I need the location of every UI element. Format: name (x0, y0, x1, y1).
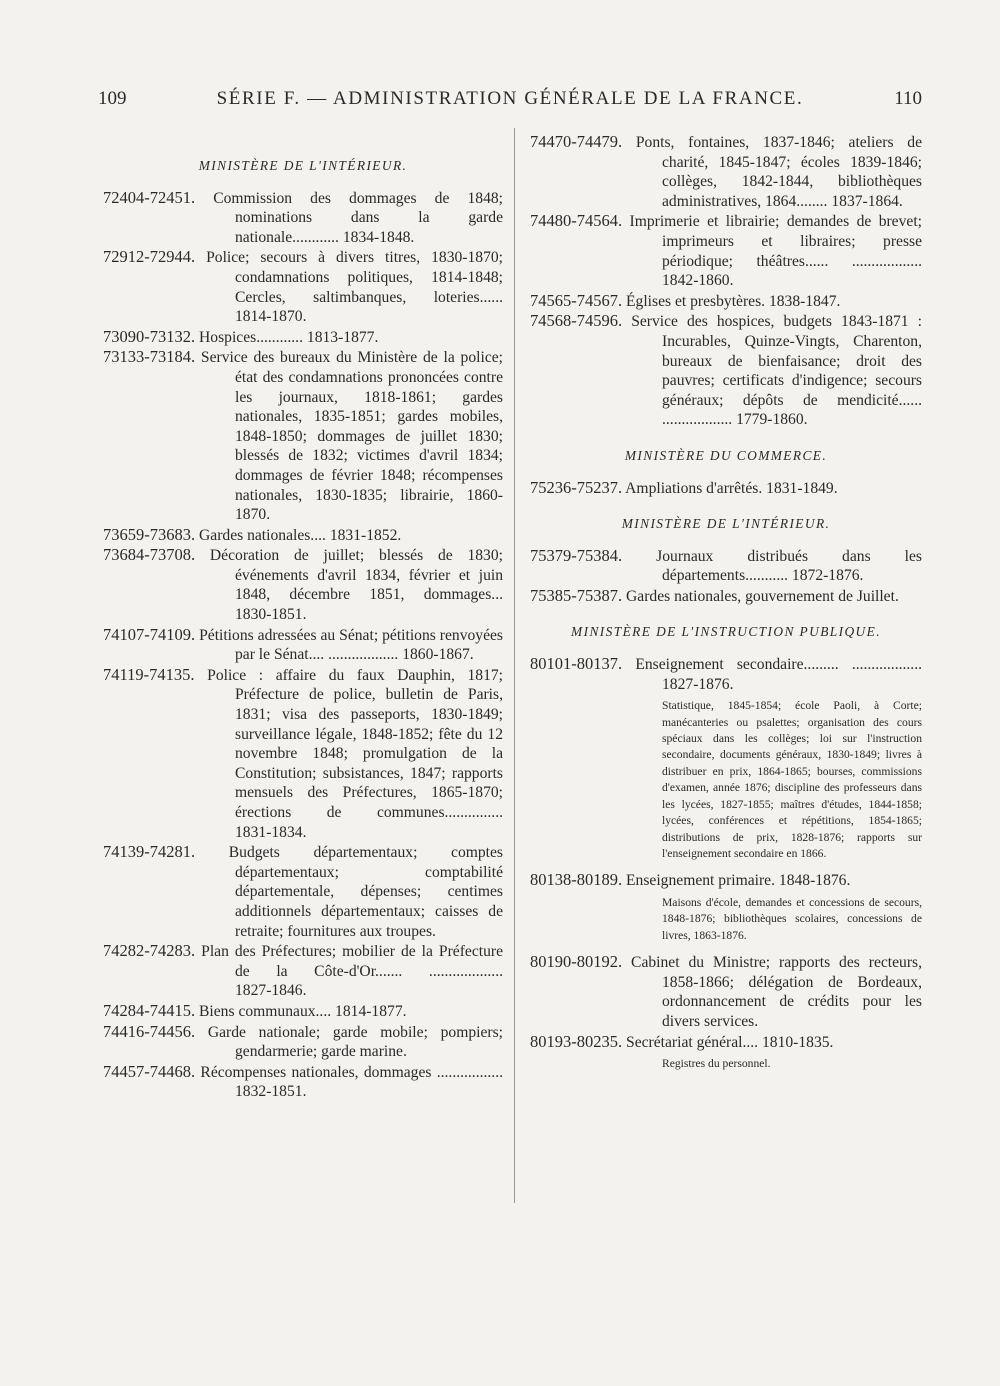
entry-text: Commission des dommages de 1848; nominations dans la garde nationale............ (213, 189, 503, 246)
entry-text: Décoration de juillet; blessés de 1830; événements d'avril 1834, février et juin 1848, décembre 1851, dommages... (209, 547, 503, 604)
entry-text: Journaux distribués dans les départements........... (656, 547, 922, 585)
entry-text: Enseignement primaire. (626, 872, 775, 890)
entry-dates: 1827-1876. (662, 675, 734, 693)
right-entry-list-instruction (530, 654, 922, 1072)
archive-entry (103, 545, 503, 624)
entry-dates: 1860-1867. (402, 646, 474, 664)
entry-number: 74568-74596. (530, 311, 623, 331)
entry-number: 74282-74283. (103, 941, 196, 961)
entry-note: Registres du personnel. (662, 1057, 771, 1071)
entry-number: 75236-75237. (530, 477, 623, 497)
archive-entry (530, 1032, 922, 1053)
archive-entry (530, 546, 922, 586)
entry-number: 74416-74456. (103, 1021, 196, 1041)
entry-text: Service des hospices, budgets 1843-1871 : Incurables, Quinze-Vingts, Charenton, bureaux de bienfaisance; droit des pauvres; certificats d'indigence; secours généraux; dépôts de mendicité...... .................. (631, 313, 922, 429)
page-number-left: 109 (98, 88, 127, 109)
entry-text: Biens communaux.... (199, 1002, 332, 1020)
entry-text: Plan des Préfectures; mobilier de la Préfecture de la Côte-d'Or....... ................... (201, 943, 503, 980)
entry-number: 74457-74468. (103, 1061, 196, 1081)
page-header (98, 88, 922, 118)
right-column (530, 132, 922, 1081)
entry-text: Cabinet du Ministre; rapports des recteurs, 1858-1866; délégation de Bordeaux, ordonnancement de crédits pour les divers services. (631, 954, 922, 1030)
archive-entry (103, 1022, 503, 1062)
archive-entry (530, 132, 922, 211)
entry-number: 74119-74135. (103, 664, 195, 684)
archive-entry (530, 654, 922, 694)
right-entry-list-commerce (530, 478, 922, 499)
entry-number: 73090-73132. (103, 326, 196, 346)
entry-number: 74480-74564. (530, 211, 623, 231)
section-heading-instruction: MINISTÈRE DE L'INSTRUCTION PUBLIQUE. (571, 624, 881, 640)
archive-entry (103, 347, 503, 524)
entry-text: Garde nationale; garde mobile; pompiers; gendarmerie; garde marine. (207, 1023, 503, 1061)
entry-text: Imprimerie et librairie; demandes de brevet; imprimeurs et libraires; presse périodique; théâtres...... .................. (629, 213, 922, 270)
entry-number: 74565-74567. (530, 290, 623, 310)
entry-text: Police; secours à divers titres, 1830-1870; condamnations politiques, 1814-1848; Cercles, saltimbanques, loteries...... (206, 249, 503, 306)
entry-text: Récompenses nationales, dommages ................. (200, 1063, 503, 1081)
archive-entry (103, 665, 503, 842)
left-entry-list (103, 188, 503, 1102)
column-divider (514, 128, 515, 1203)
entry-dates: 1872-1876. (791, 567, 864, 585)
entry-dates: 1831-1852. (329, 526, 402, 544)
entry-number: 74139-74281. (103, 842, 196, 862)
page-number-right: 110 (894, 88, 922, 109)
archive-entry (103, 1062, 503, 1102)
entry-dates: 1827-1846. (235, 982, 307, 1000)
entry-dates: 1814-1870. (235, 308, 307, 326)
entry-number: 75379-75384. (530, 545, 623, 565)
right-entry-list-interieur (530, 546, 922, 607)
entry-number: 73659-73683. (103, 524, 196, 544)
entry-dates: 1814-1877. (335, 1002, 407, 1020)
entry-number: 75385-75387. (530, 585, 623, 605)
entry-note: Statistique, 1845-1854; école Paoli, à Corte; manécanteries ou psalettes; organisation des cours spéciaux dans les collèges; loi sur l'instruction secondaire, documents généraux, 1830-1849; livres à distribuer en prix, 1864-1865; bourses, commissions d'examen, année 1876; discipline des professeurs dans les lycées, 1827-1855; maîtres d'études, 1844-1858; lycées, conférences et répétitions, 1854-1865; distributions de prix, 1828-1876; rapports sur l'enseignement secondaire en 1866. (662, 699, 922, 860)
entry-dates: 1834-1848. (342, 228, 415, 246)
section-heading-interieur-2: MINISTÈRE DE L'INTÉRIEUR. (621, 516, 831, 532)
entry-text: Gardes nationales.... (199, 526, 326, 544)
entry-dates: 1842-1860. (662, 272, 734, 290)
entry-number: 72404-72451. (103, 187, 196, 207)
entry-dates: 1810-1835. (761, 1033, 834, 1051)
archive-entry (530, 291, 922, 312)
archive-entry (103, 327, 503, 348)
entry-number: 72912-72944. (103, 247, 196, 267)
entry-number: 74284-74415. (103, 1000, 196, 1020)
archive-entry (103, 625, 503, 665)
entry-dates: 1779-1860. (736, 411, 808, 429)
entry-dates: 1831-1849. (766, 479, 838, 497)
entry-dates: 1831-1834. (235, 823, 307, 841)
archive-entry (530, 478, 922, 499)
entry-dates: 1830-1851. (235, 606, 307, 624)
entry-dates: 1832-1851. (235, 1083, 307, 1101)
entry-number: 80138-80189. (530, 870, 623, 890)
archive-entry (103, 247, 503, 326)
entry-text: Service des bureaux du Ministère de la police; état des condamnations prononcées contre les journaux, 1818-1861; gardes nationales, 1835-1851; gardes mobiles, 1848-1850; dommages de juillet 1830; blessés de 1832; victimes d'avril 1834; dommages de février 1848; récompenses nationales, 1830-1835; librairie, 1860-1870. (200, 349, 503, 524)
entry-text: Police : affaire du faux Dauphin, 1817; Préfecture de police, bulletin de Paris, 1831; visa des passeports, 1830-1849; surveillance légale, 1848-1852; fête du 12 novembre 1848; promulgation de la Constitution; subsistances, 1847; rapports mensuels des Préfectures, 1865-1870; érections de communes............... (207, 666, 503, 821)
entry-dates: 1813-1877. (306, 328, 379, 346)
archive-entry (103, 525, 503, 546)
entry-text: Pétitions adressées au Sénat; pétitions renvoyées par le Sénat.... .................. (199, 626, 503, 664)
entry-text: Enseignement secondaire......... .................. (635, 656, 922, 674)
entry-text: Ponts, fontaines, 1837-1846; ateliers de charité, 1845-1847; écoles 1839-1846; collèges, 1842-1844, bibliothèques administratives, 1864........ (635, 134, 923, 210)
archive-entry (103, 842, 503, 941)
archive-entry (530, 870, 922, 891)
entry-text: Hospices............ (199, 328, 303, 346)
archive-entry (530, 586, 922, 607)
archive-entry (530, 311, 922, 430)
entry-text: Ampliations d'arrêtés. (625, 479, 763, 497)
entry-number: 74107-74109. (103, 624, 196, 644)
entry-dates: 1838-1847. (768, 292, 841, 310)
entry-text: Églises et presbytères. (626, 292, 766, 310)
entry-text: Secrétariat général.... (626, 1033, 759, 1051)
entry-number: 73133-73184. (103, 347, 196, 367)
entry-number: 80190-80192. (530, 952, 623, 972)
entry-text: Budgets départementaux; comptes départementaux; comptabilité départementale, dépenses; centimes additionnels départementaux; caisses de retraite; fournitures aux troupes. (228, 844, 503, 940)
entry-dates: 1848-1876. (778, 872, 851, 890)
section-heading-interieur: MINISTÈRE DE L'INTÉRIEUR. (198, 158, 408, 173)
archive-entry (103, 941, 503, 1001)
right-entry-list-top (530, 132, 922, 430)
entry-number: 73684-73708. (103, 545, 196, 565)
archive-entry (530, 211, 922, 290)
archive-entry (103, 188, 503, 248)
entry-dates: 1837-1864. (831, 192, 903, 210)
section-heading-commerce: MINISTÈRE DU COMMERCE. (624, 447, 828, 463)
entry-note: Maisons d'école, demandes et concessions de secours, 1848-1876; bibliothèques scolaires, concessions de livres, 1863-1876. (662, 895, 922, 942)
page-title: SÉRIE F. — ADMINISTRATION GÉNÉRALE DE LA FRANCE. (216, 88, 804, 109)
entry-number: 80101-80137. (530, 654, 623, 674)
entry-text: Gardes nationales, gouvernement de Juillet. (626, 587, 899, 605)
entry-number: 74470-74479. (530, 132, 623, 151)
archive-entry (103, 1001, 503, 1022)
archive-entry (530, 952, 922, 1031)
entry-number: 80193-80235. (530, 1031, 623, 1051)
left-column (103, 132, 503, 1102)
